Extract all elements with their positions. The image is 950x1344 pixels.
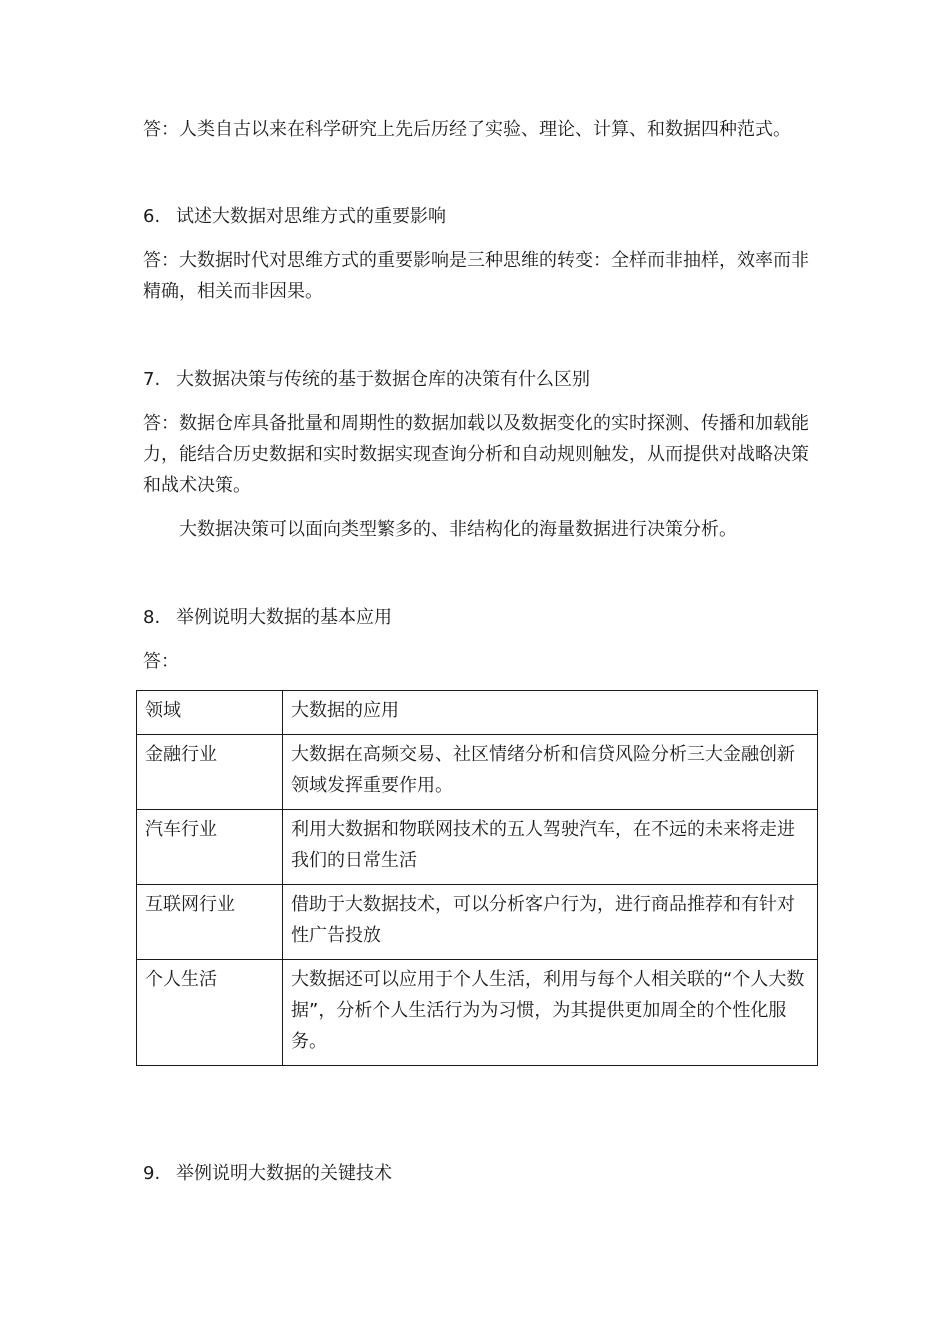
table-cell-application: 大数据在高频交易、社区情绪分析和信贷风险分析三大金融创新领域发挥重要作用。 — [283, 735, 818, 810]
table-cell-application: 大数据还可以应用于个人生活，利用与每个人相关联的“个人大数据”，分析个人生活行为为习惯，为其提供更加周全的个性化服务。 — [283, 960, 818, 1066]
table-cell-application: 利用大数据和物联网技术的五人驾驶汽车，在不远的未来将走进我们的日常生活 — [283, 810, 818, 885]
question-text: 试述大数据对思维方式的重要影响 — [176, 206, 446, 227]
question-6 — [143, 201, 818, 232]
question-text: 举例说明大数据的关键技术 — [176, 1163, 392, 1184]
table-row — [137, 810, 818, 885]
question-7 — [143, 364, 818, 395]
table-cell-domain: 互联网行业 — [137, 885, 283, 960]
table-cell-application: 借助于大数据技术，可以分析客户行为，进行商品推荐和有针对性广告投放 — [283, 885, 818, 960]
table-row — [137, 735, 818, 810]
question-number: 9. — [143, 1163, 161, 1184]
question-number: 8. — [143, 607, 161, 628]
answer-8-label: 答： — [143, 651, 179, 672]
question-8 — [143, 602, 818, 633]
answer-7-paragraph-1: 答：数据仓库具备批量和周期性的数据加载以及数据变化的实时探测、传播和加载能力，能结合历史数据和实时数据实现查询分析和自动规则触发，从而提供对战略决策和战术决策。 — [143, 413, 809, 496]
answer-6: 答：大数据时代对思维方式的重要影响是三种思维的转变：全样而非抽样，效率而非精确，相关而非因果。 — [143, 250, 809, 302]
table-cell-domain: 个人生活 — [137, 960, 283, 1066]
table-cell-domain: 金融行业 — [137, 735, 283, 810]
question-number: 6. — [143, 206, 161, 227]
answer-5: 答：人类自古以来在科学研究上先后历经了实验、理论、计算、和数据四种范式。 — [143, 119, 791, 140]
table-header-cell: 大数据的应用 — [283, 691, 818, 735]
question-number: 7. — [143, 369, 161, 390]
question-text: 大数据决策与传统的基于数据仓库的决策有什么区别 — [176, 369, 590, 390]
table-row — [137, 885, 818, 960]
question-9 — [143, 1158, 818, 1189]
table-cell-domain: 汽车行业 — [137, 810, 283, 885]
applications-table — [136, 690, 818, 1066]
answer-7-paragraph-2: 大数据决策可以面向类型繁多的、非结构化的海量数据进行决策分析。 — [179, 519, 737, 540]
table-row — [137, 960, 818, 1066]
table-header-cell: 领域 — [137, 691, 283, 735]
question-text: 举例说明大数据的基本应用 — [176, 607, 392, 628]
table-header-row — [137, 691, 818, 735]
